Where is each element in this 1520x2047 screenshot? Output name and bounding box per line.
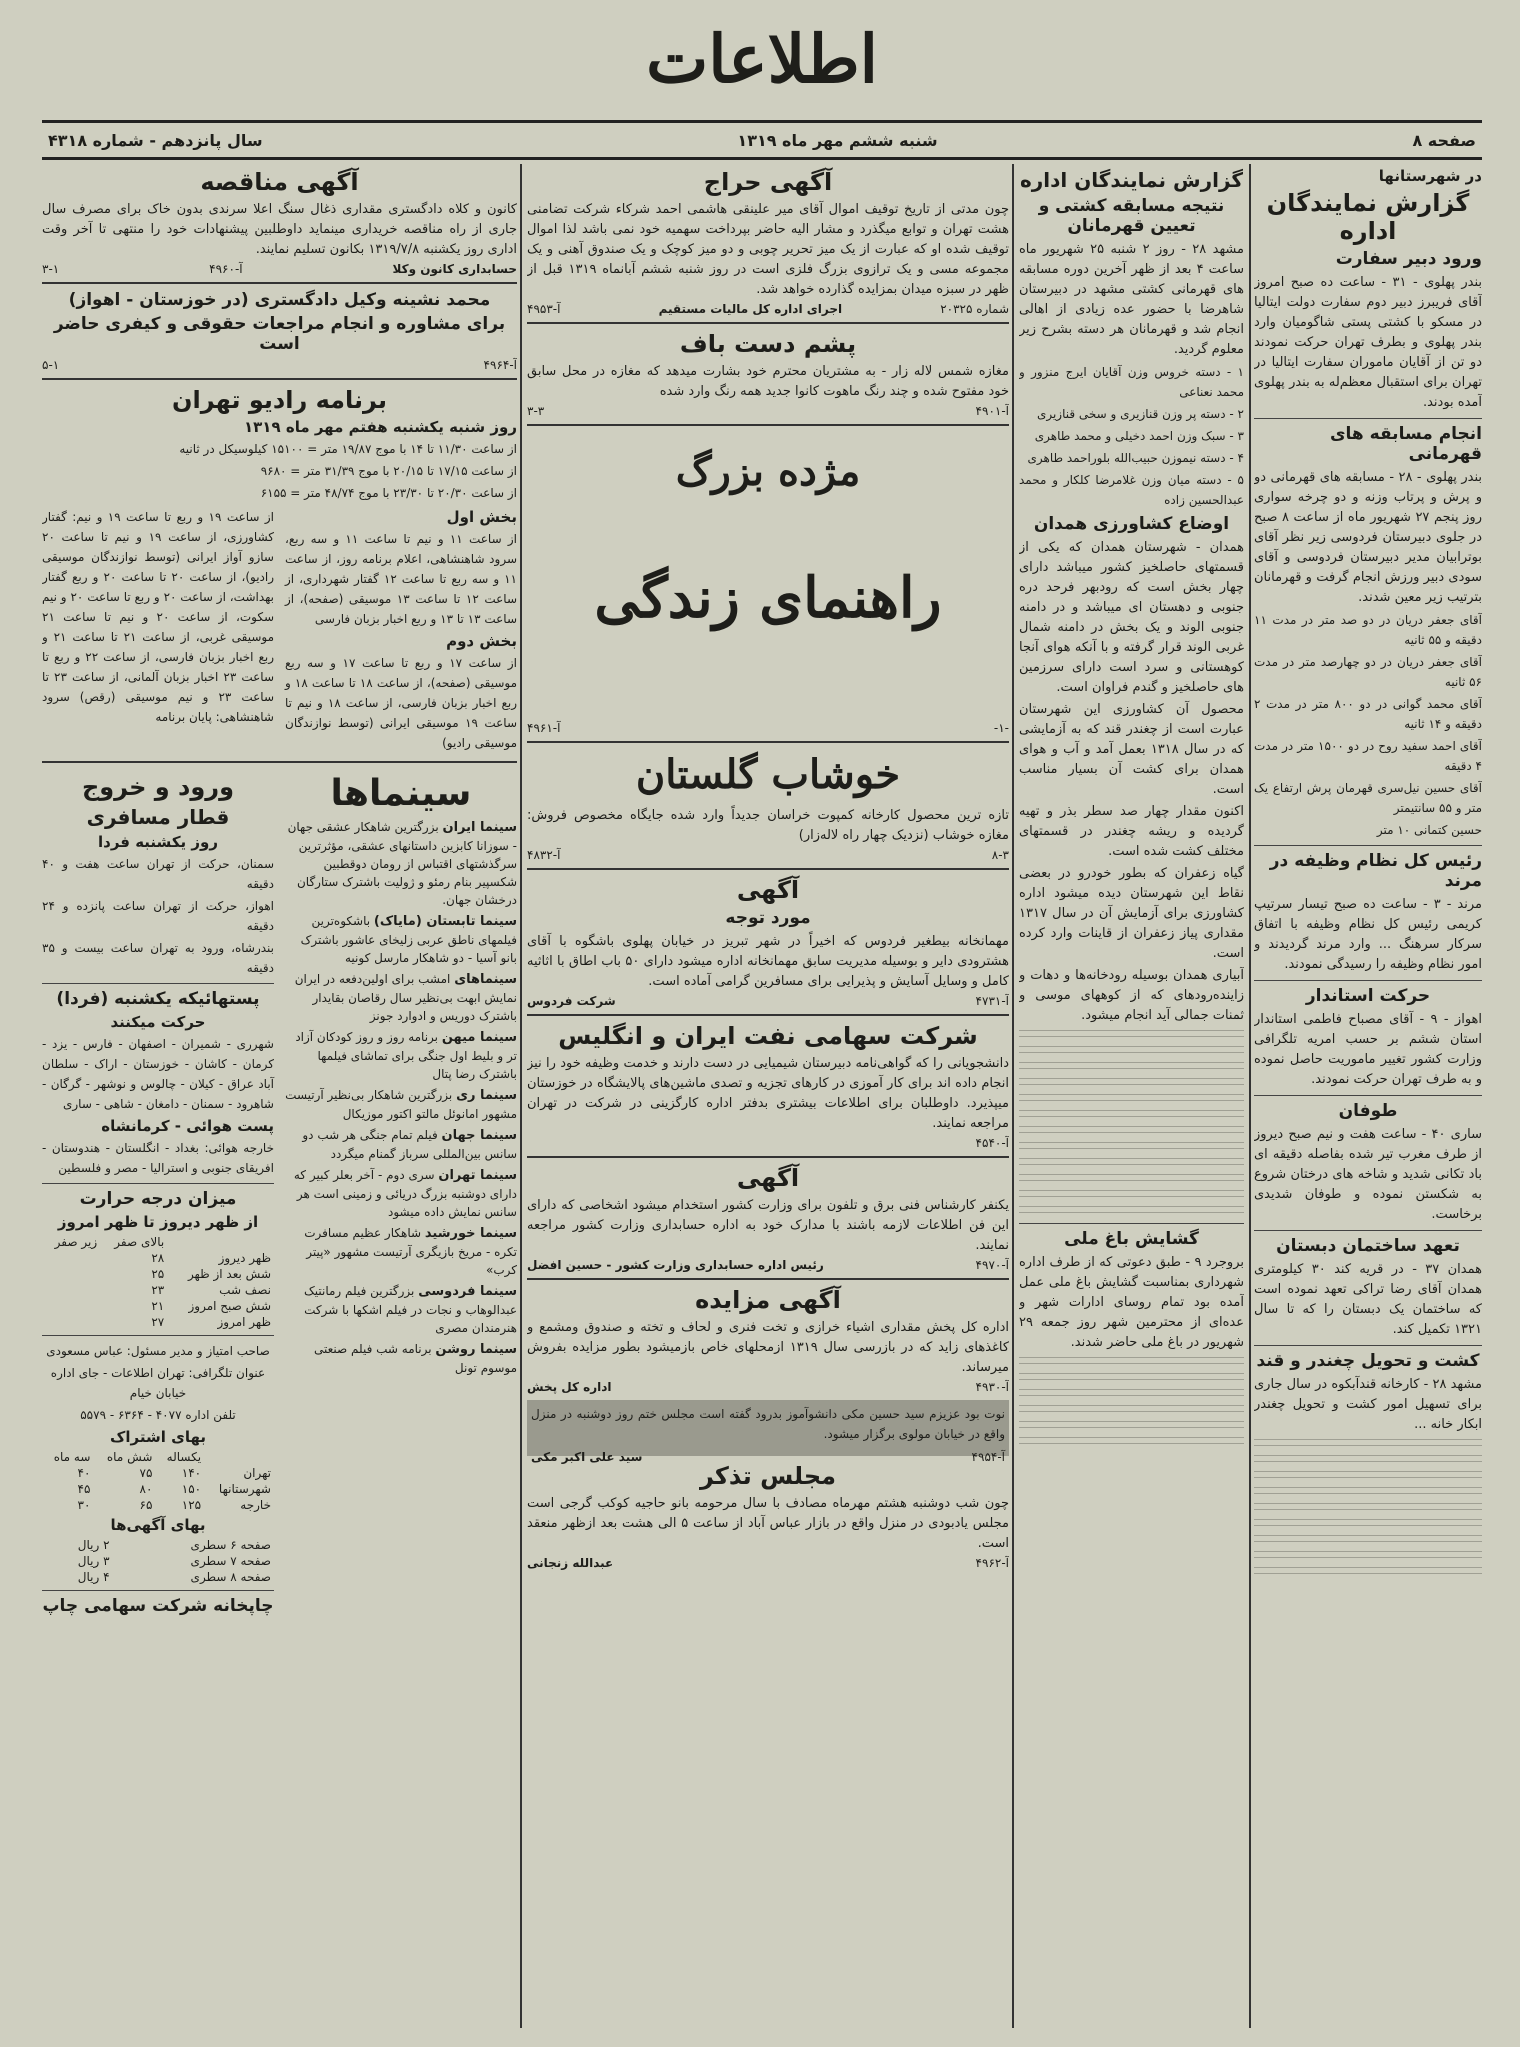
table-cell: ۴۵ xyxy=(77,1482,91,1496)
travel-title: ورود و خروج xyxy=(81,773,235,801)
table-cell: ظهر امروز xyxy=(217,1315,271,1329)
ad-text: مهمانخانه بیطغیر فردوس که اخیراً در شهر تبریز در خیابان پهلوی باشگوه با آقای هشترودی دایر و بوسیله مدیریت سابق مهمانخانه اداره میشود دارای ۵۰ باب اطاق با اثاثیه کامل و وسایل آسایش و پذیرایی برای مسافرین گرامی آماده است. xyxy=(527,934,1009,989)
cinema-name: سینما تابستان (مایاک) xyxy=(373,914,517,929)
cinema-entry xyxy=(285,1340,517,1377)
record-item: آقای محمد گوانی در دو ۸۰۰ متر در مدت ۲ دقیقه و ۱۴ ثانیه xyxy=(1254,697,1482,731)
ad-signature: سید علی اکبر مکی xyxy=(531,1450,643,1464)
ad-title: آگهی مناقصه xyxy=(200,168,359,196)
radio-subtitle: روز شنبه یکشنبه هفتم مهر ماه ۱۳۱۹ xyxy=(244,418,517,436)
cinema-text: بزرگترین شاهکار بی‌نظیر آرتیست مشهور امانوئل مالتو اکتور موزیکال xyxy=(285,1088,517,1121)
radio-part: بخش دوم xyxy=(446,632,517,650)
owner-line: صاحب امتیاز و مدیر مسئول: عباس مسعودی xyxy=(46,1344,270,1358)
ad-subtitle: مورد توجه xyxy=(725,908,811,928)
radio-row: از ساعت ۱۱/۳۰ تا ۱۴ با موج ۱۹/۸۷ متر = ۱۵۱۰۰ کیلوسیکل در ثانیه xyxy=(179,442,517,456)
table-header: شش ماه xyxy=(106,1450,153,1464)
column-rule xyxy=(1249,164,1251,2028)
table-cell: ۷۵ xyxy=(139,1466,153,1480)
table-cell: ۲۷ xyxy=(151,1315,165,1329)
ad-code: آ-۴۷۳۱ xyxy=(975,994,1009,1008)
article-title: حرکت استاندار xyxy=(1305,986,1431,1006)
radio-title: برنامه رادیو تهران xyxy=(171,386,387,414)
record-item: حسین کتمانی ۱۰ متر xyxy=(1376,823,1482,837)
article-text: اهواز - ۹ - آقای مصباح فاطمی استاندار استان ششم بر حسب امریه تلگرافی وزارت کشور تغییر ماموریت حاصل نموده و به طرف تهران حرکت نمودند. xyxy=(1254,1012,1482,1087)
cinema-title: سینماها xyxy=(330,773,472,814)
table-cell: ۲۸ xyxy=(151,1251,165,1265)
cinema-text: امشب برای اولین‌دفعه در ایران نمایش ابهت بی‌نظیر سال رقاصان بقایدار باشترک دوریس و ادوارد جونز xyxy=(294,972,517,1023)
article-text: بروجرد ۹ - طبق دعوتی که از طرف اداره شهرداری بمناسبت گشایش باغ ملی عمل آمده بود تمام روسای ادارات شهر و عده‌ای از محترمین شهر روز جمعه ۲۹ شهریور در باغ ملی حاضر شدند. xyxy=(1019,1255,1244,1350)
table-cell: نصف شب xyxy=(219,1283,271,1297)
table-cell: ۳۰ xyxy=(77,1498,91,1512)
article-text: اکنون مقدار چهار صد سطر بذر و تهیه گردیده و ریشه چغندر در قسمتهای مختلف کشت شده است. xyxy=(1019,804,1244,859)
table-row xyxy=(42,1553,274,1569)
table-row xyxy=(42,1497,274,1513)
table-cell: صفحه ۷ سطری xyxy=(190,1554,271,1568)
travel-day: روز یکشنبه فردا xyxy=(98,833,218,851)
cinema-text: برنامه روز و روز کودکان آزاد تر و بلیط اول جنگی برای تماشای فیلمها باشترک رضا پتال xyxy=(295,1030,517,1081)
travel-row: بندرشاه، ورود به تهران ساعت بیست و ۳۵ دقیقه xyxy=(42,941,274,975)
column-headline: گزارش نمایندگان اداره xyxy=(1019,168,1244,192)
ads-price-title: بهای آگهی‌ها xyxy=(110,1516,206,1534)
article-title: گشایش باغ ملی xyxy=(1064,1229,1199,1249)
weather-table xyxy=(42,1234,274,1330)
masthead xyxy=(42,18,1482,98)
table-row xyxy=(42,1569,274,1585)
radio-schedule: از ساعت ۱۹ و ربع تا ساعت ۱۹ و نیم: گفتار کشاورزی، از ساعت ۱۹ و نیم تا ساعت ۲۰ سازو آواز ایرانی (توسط نوازندگان موسیقی رادیو)، از ساعت ۲۰ تا ساعت ۲۰ و ربع گفتار بهداشت، از ساعت ۲۰ و ربع تا ساعت ۲۰ و نیم سکوت، از ساعت ۲۰ و نیم تا ساعت ۲۱ موسیقی غربی، از ساعت ۲۱ تا ساعت ۲۱ و ربع اخبار بزبان فارسی، از ساعت ۲۲ و ربع تا ساعت ۲۳ اخبار بزبان آلمانی، از ساعت ۲۳ تا ساعت ۲۳ و نیم موسیقی (رقص) سرود شاهنشاهی: پایان برنامه xyxy=(42,510,275,724)
table-cell: ۱۲۵ xyxy=(181,1498,202,1512)
table-header: زیر صفر xyxy=(54,1235,98,1249)
article-title: رئیس کل نظام وظیفه در مرند xyxy=(1269,851,1482,891)
ad-number: ۳-۳ xyxy=(527,404,545,418)
ad-signature: شرکت فردوس xyxy=(527,994,616,1008)
table-cell: صفحه ۸ سطری xyxy=(190,1570,271,1584)
table-row xyxy=(42,1537,274,1553)
travel-subtitle: قطار مسافری xyxy=(86,805,230,829)
ad-signature: عبدالله زنجانی xyxy=(527,1556,614,1570)
ad-title: مجلس تذکر xyxy=(700,1462,836,1490)
airpost-title: پست هوائی - کرمانشاه xyxy=(101,1117,274,1135)
phone-line: تلفن اداره ۴۰۷۷ - ۶۳۶۴ - ۵۵۷۹ xyxy=(80,1408,236,1422)
ad-title: آگهی مزایده xyxy=(695,1286,841,1314)
address-line: عنوان تلگرافی: تهران اطلاعات - جای اداره خیابان خیام xyxy=(50,1366,266,1400)
column-reports xyxy=(1019,164,1244,2028)
ad-text: چون شب دوشنبه هشتم مهرماه مصادف با سال مرحومه بانو حاجیه کوکب گرجی است مجلس یادبودی در منزل واقع در بازار عباس آباد از ساعت ۵ الی هشت بعد ازظهر منعقد است. xyxy=(527,1496,1009,1551)
ad-code: آ-۴۹۷۰ xyxy=(975,1258,1009,1272)
radio-part: بخش اول xyxy=(446,508,517,526)
newspaper-page xyxy=(42,18,1482,2028)
ad-signature: رئیس اداره حسابداری وزارت کشور - حسین افضل xyxy=(527,1258,824,1272)
travel-row: سمنان، حرکت از تهران ساعت هفت و ۴۰ دقیقه xyxy=(42,857,274,891)
table-cell: ۴۰ xyxy=(77,1466,91,1480)
radio-schedule: از ساعت ۱۱ و نیم تا ساعت ۱۱ و سه ربع، سرود شاهنشاهی، اعلام برنامه روز، از ساعت ۱۱ و سه ربع تا ساعت ۱۲ گفتار شهرداری، از ساعت ۱۲ تا ساعت ۱۳ موسیقی (صفحه)، از ساعت ۱۳ تا ۱۳ و ربع اخبار بزبان فارسی xyxy=(285,532,517,626)
subscription-title: بهای اشتراک xyxy=(110,1428,206,1446)
obituary-banner xyxy=(527,1400,1009,1464)
list-item: ۲ - دسته پر وزن قنازیری و سخی قنازیری xyxy=(1036,407,1244,421)
table-row xyxy=(42,1298,274,1314)
post-text: شهرری - شمیران - اصفهان - فارس - یزد - کرمان - کاشان - خوزستان - اراک - سلطان آباد عراق - کیلان - چالوس و نوشهر - گرگان - شاهرود - سمنان - دامغان - شاهی - ساری xyxy=(42,1037,274,1111)
column-notices xyxy=(42,164,517,2028)
ad-code: آ-۴۹۶۰ xyxy=(209,262,243,276)
radio-row: از ساعت ۲۰/۳۰ تا ۲۳/۳۰ با موج ۴۸/۷۴ متر = ۶۱۵۵ xyxy=(260,486,517,500)
table-cell: ۲ ریال xyxy=(77,1538,110,1552)
table-cell: ۳ ریال xyxy=(77,1554,110,1568)
printer-line: چاپخانه شرکت سهامی چاپ xyxy=(42,1596,274,1616)
article-text: محصول آن کشاورزی این شهرستان عبارت است از چغندر قند که به آزمایشی که در سال ۱۳۱۸ بعمل آمد و آب و هوای همدان برای کشت آن بسیار مناسب است. xyxy=(1019,702,1244,797)
cinema-entry xyxy=(285,1126,517,1163)
cinema-name: سینما میهن xyxy=(441,1030,517,1045)
article-title: انجام مسابقه های قهرمانی xyxy=(1329,424,1482,464)
ad-text: تازه ترین محصول کارخانه کمپوت خراسان جدیداً وارد شده جایگاه مخصوص فروش: مغازه خوشاب (نزدیک چهار راه لاله‌زار) xyxy=(527,808,1009,843)
ad-number: ۸-۳ xyxy=(991,848,1009,862)
record-item: آقای حسین نیل‌سری قهرمان پرش ارتفاع یک متر و ۵۵ سانتیمتر xyxy=(1254,781,1482,815)
table-row xyxy=(42,1481,274,1497)
article-title: کشت و تحویل چغندر و قند xyxy=(1256,1351,1480,1371)
article-title: نتیجه مسابقه کشتی و تعیین قهرمانان xyxy=(1038,196,1225,236)
article-text: مشهد ۲۸ - کارخانه قندآبکوه در سال جاری برای تسهیل امور کشت و تحویل چغندر ابکار خانه ... xyxy=(1254,1377,1482,1432)
cinema-name: سینما جهان xyxy=(441,1128,517,1143)
cinema-entry xyxy=(285,970,517,1025)
cinema-entry xyxy=(285,1224,517,1279)
column-provinces xyxy=(1254,164,1482,2028)
table-cell: ۶۵ xyxy=(139,1498,153,1512)
table-cell: ۲۱ xyxy=(151,1299,165,1313)
record-item: آقای جعفر دریان در دو صد متر در مدت ۱۱ دقیقه و ۵۵ ثانیه xyxy=(1254,613,1482,647)
column-headline: گزارش نمایندگان اداره xyxy=(1266,189,1470,245)
page-number: صفحه ۸ xyxy=(1412,130,1476,150)
article-title: تعهد ساختمان دبستان xyxy=(1276,1236,1460,1256)
article-text: همدان - شهرستان همدان که یکی از قسمتهای حاصلخیز کشور میباشد دارای چهار بخش است که رودبهر فرحد دره جنوبی و دهستان ای میباشد و در دامنه جنوبی الوند و یک بخش در دامنه شمال غربی الوند قرار گرفته و با آنکه هوای آنجا کوهستانی و سرد است دارای سرزمین های حاصلخیز و گندم فراوان است. xyxy=(1019,540,1244,695)
ad-signature: اداره کل پخش xyxy=(527,1380,612,1394)
issue-date: شنبه ششم مهر ماه ۱۳۱۹ xyxy=(737,130,938,150)
ad-signature: اجرای اداره کل مالیات مستقیم xyxy=(658,302,843,316)
ad-title: آگهی xyxy=(736,876,800,904)
subscription-table xyxy=(42,1449,274,1513)
list-item: ۱ - دسته خروس وزن آقایان ایرج منزور و محمد نعناعی xyxy=(1019,365,1244,399)
info-panel xyxy=(42,769,274,1869)
ad-code: آ-۴۹۶۱ xyxy=(527,721,561,735)
column-ads xyxy=(527,164,1009,2028)
radio-row: از ساعت ۱۷/۱۵ تا ۲۰/۱۵ با موج ۳۱/۳۹ متر = ۹۶۸۰ xyxy=(260,464,517,478)
ad-text: مغازه شمس لاله زار - به مشتریان محترم خود بشارت میدهد که مغازه در محل سابق خود مفتوح شده و چند رنگ ماهوت کانوا جدید همه رنگ وارد شده xyxy=(527,364,1009,399)
ad-title: آگهی حراج xyxy=(703,168,833,196)
table-row xyxy=(42,1314,274,1330)
ad-signature: حسابداری کانون وکلا xyxy=(392,262,517,276)
post-title: پستهائیکه یکشنبه (فردا) xyxy=(56,989,260,1009)
table-cell xyxy=(42,1250,100,1266)
ads-price-table xyxy=(42,1537,274,1585)
newspaper-title: اطلاعات xyxy=(646,20,878,98)
cinema-name: سینماهای xyxy=(454,972,517,987)
table-cell: ۲۵ xyxy=(151,1267,165,1281)
ad-headline: خوشاب گلستان xyxy=(635,751,901,798)
ad-code: آ-۴۹۳۰ xyxy=(975,1380,1009,1394)
table-cell: خارجه xyxy=(240,1498,271,1512)
ad-number: ۵-۱ xyxy=(42,358,60,372)
airpost-text: خارجه هوائی: بغداد - انگلستان - هندوستان - افریقای جنوبی و استرالیا - مصر و فلسطین xyxy=(42,1141,274,1175)
article-text: ساری ۴۰ - ساعت هفت و نیم صبح دیروز از طرف مغرب تیر شده بفاصله دقیقه ای باد تکانی شدید و شاخه های درختان شروع به شکستن نموده و طوفان شدیدی برخاست. xyxy=(1254,1127,1482,1222)
column-rule xyxy=(520,164,522,2028)
ad-kicker: مژده بزرگ xyxy=(675,448,861,495)
table-cell: ۱۴۰ xyxy=(181,1466,202,1480)
table-header: بالای صفر xyxy=(114,1235,165,1249)
article-title: اوضاع کشاورزی همدان xyxy=(1033,514,1230,534)
cinema-text: برنامه شب فیلم صنعتی موسوم تونل xyxy=(313,1342,517,1375)
article-text: گیاه زعفران که بطور خودرو در بعضی نقاط این شهرستان دیده میشود اداره کشاورزی برای آزمایش آن در سال ۱۳۱۷ مقداری پیاز زعفران از قاینات وارد کرده است. xyxy=(1019,866,1244,961)
table-cell: صفحه ۶ سطری xyxy=(190,1538,271,1552)
article-text: مرند - ۳ - ساعت ده صبح تیسار سرتیپ کریمی رئیس کل نظام وظیفه با اتفاق سرکار سرهنگ ... وارد مرند گردیدند و امور نظام وظیفه را رسیدگی نمودند. xyxy=(1254,897,1482,972)
table-cell: ۱۵۰ xyxy=(181,1482,202,1496)
post-subtitle: حرکت میکنند xyxy=(110,1013,206,1031)
ad-code: آ-۴۸۳۲ xyxy=(527,848,561,862)
list-item: ۴ - دسته نیموزن حبیب‌الله بلوراحمد طاهری xyxy=(1027,451,1244,465)
ad-number: شماره ۲۰۳۲۵ xyxy=(940,302,1009,316)
article-text: آبیاری همدان بوسیله رودخانه‌ها و دهات و زاینده‌رودهای که از کوههای موسی و ثمنات جمالی آید انجام میشود. xyxy=(1019,968,1244,1023)
cinema-listings xyxy=(285,769,517,1869)
cinema-name: سینما تهران xyxy=(438,1168,517,1183)
ad-title: محمد نشینه وکیل دادگستری (در خوزستان - اهواز) xyxy=(68,290,491,310)
table-header xyxy=(167,1234,274,1250)
list-item: ۳ - سبک وزن احمد دخیلی و محمد طاهری xyxy=(1034,429,1244,443)
travel-row: اهواز، حرکت از تهران ساعت پانزده و ۲۴ دقیقه xyxy=(42,899,274,933)
banner-text: نوت بود عزیزم سید حسین مکی دانشوآموز بدرود گفته است مجلس ختم روز دوشنبه در منزل واقع در خیابان مولوی برگزار میشود. xyxy=(531,1407,1005,1441)
table-row xyxy=(42,1449,274,1465)
table-cell xyxy=(42,1298,100,1314)
dateline xyxy=(42,120,1482,160)
section-kicker: در شهرستانها xyxy=(1378,167,1482,185)
article-text: بندر پهلوی - ۳۱ - ساعت ده صبح امروز آقای فریبرز دبیر دوم سفارت دولت ایتالیا در مسکو با کشتی پستی شاگومیان وارد بندر پهلوی و بطرف تهران حرکت نمودند دو تن از آقایان ماموران سفارت ایتالیا در تهران برای استقبال معظم‌له به بندر پهلوی آمده بودند. xyxy=(1254,275,1482,410)
table-cell: تهران xyxy=(243,1466,271,1480)
cinema-text: شاهکار عظیم مسافرت تکره - مریخ بازیگری آرتیست مشهور «پیتر کرب» xyxy=(304,1226,517,1277)
cinema-text: سری دوم - آخر بعلر کبیر که دارای دوشنبه بزرگ دریائی و زمینی است هر سانس نمایش داده میشود xyxy=(293,1168,517,1219)
table-cell: ۲۳ xyxy=(151,1283,165,1297)
table-cell xyxy=(42,1266,100,1282)
cinema-entry xyxy=(285,912,517,967)
cinema-name: سینما فردوسی xyxy=(418,1284,517,1299)
table-row xyxy=(42,1266,274,1282)
ad-code: آ-۴۹۰۱ xyxy=(975,404,1009,418)
table-header xyxy=(204,1449,274,1465)
ad-code: آ-۴۹۵۳ xyxy=(527,302,561,316)
issue-number: سال پانزدهم - شماره ۴۳۱۸ xyxy=(48,130,263,150)
ad-code: آ-۴۵۴۰ xyxy=(975,1136,1009,1150)
table-row xyxy=(42,1282,274,1298)
table-cell: ۴ ریال xyxy=(77,1570,110,1584)
column-rule xyxy=(1012,164,1014,2028)
ad-text: کانون و کلاه دادگستری مقداری ذغال سنگ اعلا سرندی بدون خاک برای مصرف سال جاری از راه مناقصه خریداری مینماید داوطلبین پیشنهادات خود را منتهی تا آخر وقت اداری روز یکشنبه ۱۳۱۹/۷/۸ بکانون تسلیم نمایند. xyxy=(42,202,517,257)
table-cell: شش بعد از ظهر xyxy=(187,1267,271,1281)
article-title: طوفان xyxy=(1338,1101,1398,1121)
ad-text: دانشجویانی را که گواهی‌نامه دبیرستان شیمیایی در دست دارند و خدمت وظیفه خود را نیز انجام داده اند برای کار آموزی در کارهای تجزیه و تصدی ماشین‌های پالایشگاه در خوزستان میپذیرد. داوطلبان برای اطلاعات بیشتری بدفتر اداره کارگزینی در شرکت در تهران مراجعه نمایند. xyxy=(527,1056,1009,1131)
ad-text: برای مشاوره و انجام مراجعات حقوقی و کیفری حاضر است xyxy=(53,314,506,354)
cinema-text: باشکوه‌ترین فیلمهای ناطق عربی زلیخای عاشور باشترک بانو آسیا - دو شاهکار مارسل کونیه xyxy=(300,914,517,965)
weather-subtitle: از ظهر دیروز تا ظهر امروز xyxy=(57,1213,259,1231)
cinema-text: فیلم تمام جنگی هر شب دو سانس بین‌المللی سرباز گمنام میگردد xyxy=(302,1128,517,1161)
table-cell xyxy=(42,1282,100,1298)
table-cell: شش صبح امروز xyxy=(188,1299,271,1313)
record-item: آقای احمد سفید روح در دو ۱۵۰۰ متر در مدت ۴ دقیقه xyxy=(1254,739,1482,773)
cinema-name: سینما ایران xyxy=(442,820,517,835)
cinema-text: بزرگترین فیلم رمانتیک عبدالوهاب و نجات در فیلم اشکها با شرکت هنرمندان مصری xyxy=(304,1284,517,1335)
cinema-name: سینما خورشید xyxy=(424,1226,517,1241)
ad-title: آگهی xyxy=(736,1164,800,1192)
cinema-name: سینما روشن xyxy=(435,1342,517,1357)
article-title: ورود دبیر سفارت xyxy=(1335,249,1482,269)
table-cell xyxy=(42,1314,100,1330)
ad-text: چون مدتی از تاریخ توقیف اموال آقای میر علینقی هاشمی احمد شرکاء شرکت تضامنی هشت تهران و توابع میگذرد و مشار الیه حاضر بپرداخت سهمیه خود نمی باشد لذا اموال توقیف شده او که عبارت از یک میز تحریر چوبی و دو میز کوچک و یک صندوق آهنی و یک مجموعه مسی و یک ترازوی بزرگ فلزی است در روز شنبه ششم آبانماه ۱۳۱۹ قبل از ظهر در سبزه میدان بمزایده گذارده خواهد شد. xyxy=(527,202,1009,297)
table-header: یکساله xyxy=(166,1450,202,1464)
table-cell: ۸۰ xyxy=(139,1482,153,1496)
table-cell: شهرستانها xyxy=(218,1482,271,1496)
table-row xyxy=(42,1250,274,1266)
cinema-entry xyxy=(285,1028,517,1083)
cinema-entry xyxy=(285,1166,517,1221)
record-item: آقای جعفر دریان در دو چهارصد متر در مدت ۵۶ ثانیه xyxy=(1254,655,1482,689)
radio-schedule: از ساعت ۱۷ و ربع تا ساعت ۱۷ و سه ربع موسیقی (صفحه)، از ساعت ۱۸ تا ساعت ۱۸ و ربع اخبار بزبان فارسی، از ساعت ۱۸ و نیم تا ساعت ۱۹ موسیقی ایرانی (توسط نوازندگان موسیقی رادیو) xyxy=(285,656,517,750)
ad-number: -۱- xyxy=(993,721,1009,735)
ad-code: آ-۴۹۵۴ xyxy=(971,1450,1005,1464)
cinema-entry xyxy=(285,818,517,909)
list-item: ۵ - دسته میان وزن غلامرضا کلکار و محمد عبدالحسین زاده xyxy=(1019,473,1244,507)
ad-number: ۳-۱ xyxy=(42,262,60,276)
cinema-entry xyxy=(285,1086,517,1123)
columns xyxy=(42,164,1482,2028)
weather-title: میزان درجه حرارت xyxy=(79,1189,237,1209)
article-text: همدان ۳۷ - در قریه کند ۳۰ کیلومتری همدان آقای رضا تراکی تعهد نموده است که ساختمان یک دبستان را که تا سال ۱۳۲۱ تکمیل کند. xyxy=(1254,1262,1482,1337)
cinema-text: بزرگترین شاهکار عشقی جهان - سوزانا کابزین داستانهای عشقی، مؤثرترین سرگذشتهای اقتباس از رومان دوقطبین شکسپیر بنام رمئو و ژولیت باشترک ستارگان درخشان جهان. xyxy=(287,820,517,907)
table-header: سه ماه xyxy=(53,1450,91,1464)
ad-code: آ-۴۹۶۴ xyxy=(483,358,517,372)
article-text: بندر پهلوی - ۲۸ - مسابقه های قهرمانی دو و پرش و پرتاب وزنه و دو چرخه سواری روز پنجم ۲۷ شهریور ماه از ساعت ۸ صبح در جلوی دبیرستان فردوسی زیر نظر آقای بوترابیان مدیر دبیرستان فردوسی و آقای سودی دبیر ورزش انجام گرفت و قهرمانان بترتیب زیر معین شدند. xyxy=(1254,470,1482,605)
article-text: مشهد ۲۸ - روز ۲ شنبه ۲۵ شهریور ماه ساعت ۴ بعد از ظهر آخرین دوره مسابقه های قهرمانی کشتی مشهد در دبیرستان شاهرضا با حضور عده زیادی از اهالی انجام شد و قهرمانان هر دسته بشرح زیر معلوم گردید. xyxy=(1019,242,1244,357)
table-row xyxy=(42,1465,274,1481)
ad-text: یکنفر کارشناس فنی برق و تلفون برای وزارت کشور استخدام میشود اشخاصی که دارای این فن اطلاعات لازمه باشند با مدارک خود به اداره حسابداری وزارت کشور مراجعه نمایند. xyxy=(527,1198,1009,1253)
cinema-name: سینما ری xyxy=(456,1088,517,1103)
ad-text: اداره کل پخش مقداری اشیاء خرازی و تخت فنری و لحاف و تخته و صندوق ومشمع و کاغذهای زاید که در بازرسی سال ۱۳۱۹ ازمحلهای خاص بازمیشود بطور مزایده بفروش میرساند. xyxy=(527,1320,1009,1375)
ad-title: پشم دست باف xyxy=(679,330,857,358)
ad-headline: راهنمای زندگی xyxy=(594,565,942,631)
table-cell: ظهر دیروز xyxy=(218,1251,271,1265)
table-row xyxy=(42,1234,274,1250)
cinema-entry xyxy=(285,1282,517,1337)
ad-code: آ-۴۹۶۲ xyxy=(975,1556,1009,1570)
ad-title: شرکت سهامی نفت ایران و انگلیس xyxy=(558,1022,978,1050)
